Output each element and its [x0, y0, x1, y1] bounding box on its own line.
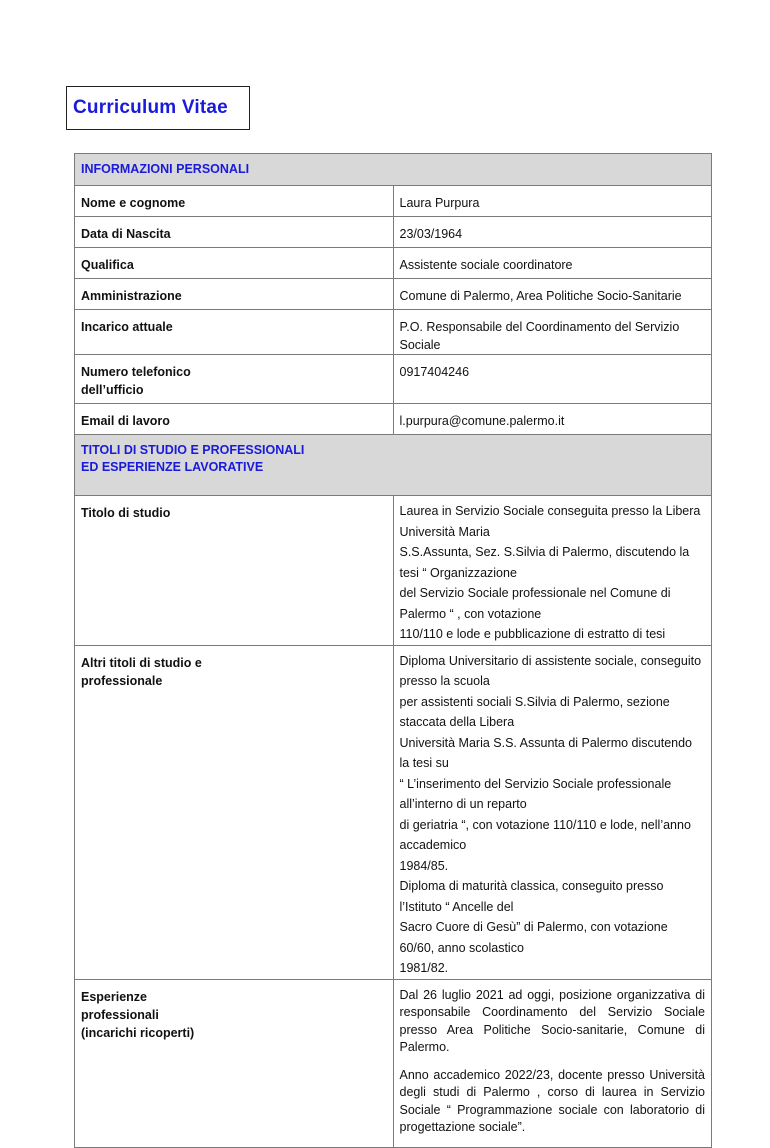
row-incarico — [75, 310, 712, 355]
text-line: 1981/82. — [399, 961, 449, 975]
row-qualifica — [75, 248, 712, 279]
education-section-header — [75, 435, 712, 496]
cv-title-box — [66, 86, 250, 130]
text-line: di geriatria “, con votazione 110/110 e lode, nell’anno accademico — [399, 817, 691, 852]
section-header-row — [75, 154, 712, 186]
label-altri-titoli-line1: Altri titoli di studio e — [81, 655, 202, 670]
label-telefono-line2: dell’ufficio — [81, 383, 144, 397]
text-line: Sacro Cuore di Gesù” di Palermo, con votazione 60/60, anno scolastico — [399, 920, 668, 955]
value-nome: Laura Purpura — [393, 186, 712, 217]
label-qualifica: Qualifica — [75, 248, 394, 279]
row-amministrazione — [75, 279, 712, 310]
row-altri-titoli — [75, 645, 712, 979]
value-amministrazione: Comune di Palermo, Area Politiche Socio-Sanitarie — [393, 279, 712, 310]
label-esperienze — [75, 979, 394, 1147]
row-nascita — [75, 217, 712, 248]
value-titolo-studio — [393, 496, 712, 646]
text-line: per assistenti sociali S.Silvia di Palermo, sezione staccata della Libera — [399, 694, 670, 729]
value-altri-titoli — [393, 645, 712, 979]
row-nome — [75, 186, 712, 217]
row-esperienze — [75, 979, 712, 1147]
label-altri-titoli — [75, 645, 394, 979]
row-titolo-studio — [75, 496, 712, 646]
value-esperienze — [393, 979, 712, 1147]
label-nascita: Data di Nascita — [75, 217, 394, 248]
label-altri-titoli-line2: professionale — [81, 673, 163, 688]
text-line: del Servizio Sociale professionale nel Comune di Palermo “ , con votazione — [399, 586, 671, 621]
label-titolo-studio: Titolo di studio — [75, 496, 394, 646]
esperienze-paragraph-2: Anno accademico 2022/23, docente presso Università degli studi di Palermo , corso di laurea in Servizio Sociale “ Programmazione sociale con laboratorio di progettazione sociale”. — [399, 1067, 705, 1134]
text-line: 110/110 e lode e pubblicazione di estratto di tesi — [399, 627, 666, 641]
row-telefono — [75, 355, 712, 404]
text-line: 1984/85. — [399, 858, 449, 873]
label-incarico: Incarico attuale — [75, 310, 394, 355]
text-line: Diploma Universitario di assistente sociale, conseguito presso la scuola — [399, 653, 702, 688]
label-esperienze-line2: professionali — [81, 1007, 159, 1022]
label-esperienze-line1: Esperienze — [81, 989, 148, 1004]
text-line: Università Maria S.S. Assunta di Palermo discutendo la tesi su — [399, 735, 692, 770]
label-telefono — [75, 355, 394, 404]
label-telefono-line1: Numero telefonico — [81, 365, 191, 379]
cv-title: Curriculum Vitae — [73, 97, 228, 118]
label-nome: Nome e cognome — [75, 186, 394, 217]
education-header-line2: ED ESPERIENZE LAVORATIVE — [81, 460, 264, 474]
section-header-row-2 — [75, 435, 712, 496]
esperienze-paragraph-1: Dal 26 luglio 2021 ad oggi, posizione organizzativa di responsabile Coordinamento del Servizio Sociale presso Area Politiche Socio-sanitarie, Comune di Palermo. — [399, 987, 705, 1054]
label-esperienze-line3: (incarichi ricoperti) — [81, 1025, 195, 1040]
value-incarico: P.O. Responsabile del Coordinamento del Servizio Sociale — [393, 310, 712, 355]
education-header-line1: TITOLI DI STUDIO E PROFESSIONALI — [81, 443, 305, 457]
row-email — [75, 404, 712, 435]
personal-section-header: INFORMAZIONI PERSONALI — [75, 154, 712, 186]
text-line: S.S.Assunta, Sez. S.Silvia di Palermo, discutendo la tesi “ Organizzazione — [399, 545, 690, 580]
text-line: “ L’inserimento del Servizio Sociale professionale all’interno di un reparto — [399, 776, 672, 811]
cv-table — [74, 153, 712, 1148]
value-telefono: 0917404246 — [393, 355, 712, 404]
value-nascita: 23/03/1964 — [393, 217, 712, 248]
label-amministrazione: Amministrazione — [75, 279, 394, 310]
text-line: Laurea in Servizio Sociale conseguita presso la Libera Università Maria — [399, 504, 701, 539]
value-qualifica: Assistente sociale coordinatore — [393, 248, 712, 279]
value-email[interactable]: l.purpura@comune.palermo.it — [393, 404, 712, 435]
text-line: Diploma di maturità classica, conseguito presso l’Istituto “ Ancelle del — [399, 879, 664, 914]
label-email: Email di lavoro — [75, 404, 394, 435]
